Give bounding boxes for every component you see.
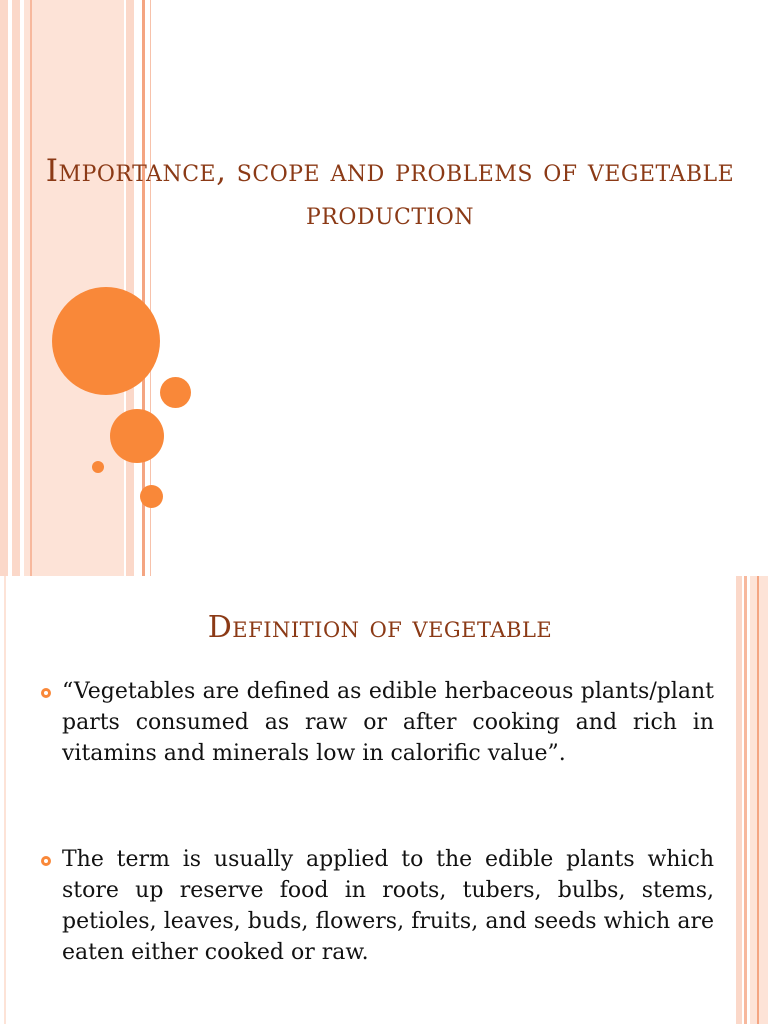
definition-slide <box>0 576 768 1024</box>
decorative-stripe <box>4 576 6 1024</box>
slide-title: Definition of vegetable <box>207 610 553 645</box>
decorative-circle <box>110 409 164 463</box>
decorative-stripe <box>12 0 20 576</box>
decorative-circle <box>92 461 104 473</box>
decorative-circle <box>160 377 191 408</box>
decorative-stripe <box>750 576 768 1024</box>
bullet-ring-icon <box>41 688 51 698</box>
decorative-stripe <box>126 0 134 576</box>
bullet-text: The term is usually applied to the edible plants which store up reserve food in roots, tubers, bulbs, stems, petioles, leaves, buds, flowers, fruits, and seeds which are eaten either cooked or raw. <box>62 847 714 965</box>
decorative-stripe <box>736 576 742 1024</box>
decorative-stripe <box>30 0 32 576</box>
decorative-circle <box>140 485 163 508</box>
decorative-stripe <box>0 0 8 576</box>
decorative-circle <box>52 287 160 395</box>
slide-title: Importance, scope and problems of vegetable production <box>45 153 735 232</box>
decorative-stripe <box>744 576 747 1024</box>
decorative-stripe <box>757 576 759 1024</box>
bullet-text: “Vegetables are defined as edible herbaceous plants/plant parts consumed as raw or after cooking and rich in vitamins and minerals low in calorific value”. <box>62 679 714 766</box>
bullet-ring-icon <box>41 856 51 866</box>
